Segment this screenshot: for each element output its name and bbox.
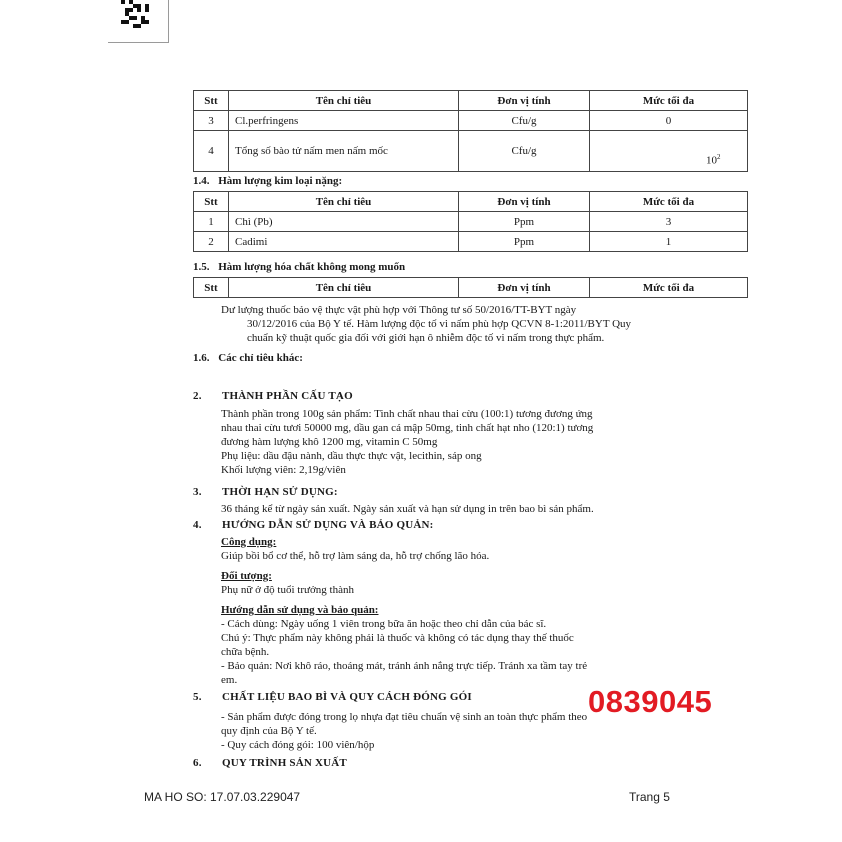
cell-max [590, 131, 748, 172]
cell-stt: 2 [194, 232, 229, 252]
table-header-row [194, 192, 748, 212]
paragraph-line: 30/12/2016 của Bộ Y tế. Hàm lượng độc tố vi nấm phù hợp QCVN 8-1:2011/BYT Quy [247, 318, 632, 330]
table-row [194, 111, 748, 131]
section-number: 4. [193, 519, 202, 531]
paragraph-line: - Quy cách đóng gói: 100 viên/hộp [221, 739, 375, 751]
header-max: Mức tối đa [590, 278, 748, 298]
header-name: Tên chỉ tiêu [229, 91, 459, 111]
section-4-body [221, 535, 587, 687]
header-unit: Đơn vị tính [459, 91, 590, 111]
section-title: Các chỉ tiêu khác: [218, 352, 303, 364]
cell-name: Cadimi [229, 232, 459, 252]
section-number: 6. [193, 757, 202, 769]
section-2-body [221, 407, 593, 477]
section-title: THÀNH PHẦN CẤU TẠO [222, 390, 353, 402]
paragraph-line: Thành phần trong 100g sản phẩm: Tinh chất nhau thai cừu (100:1) tương đương ứng [221, 408, 593, 420]
cell-stt: 4 [194, 131, 229, 172]
table-row [194, 232, 748, 252]
section-number: 2. [193, 390, 202, 402]
subheading-cong-dung: Công dụng: [221, 536, 277, 548]
id-stamp: 0839045 [588, 684, 713, 719]
header-max: Mức tối đa [590, 91, 748, 111]
section-title: HƯỚNG DẪN SỬ DỤNG VÀ BẢO QUẢN: [222, 519, 434, 531]
section-title: Hàm lượng hóa chất không mong muốn [218, 261, 406, 273]
section-2-heading [193, 390, 353, 402]
header-max: Mức tối đa [590, 192, 748, 212]
paragraph-line: đương hàm lượng khô 1200 mg, vitamin C 50mg [221, 436, 438, 448]
section-1-4 [193, 175, 342, 187]
header-unit: Đơn vị tính [459, 278, 590, 298]
paragraph-line: Phụ liệu: dầu đậu nành, dầu thực thực vật, lecithin, sáp ong [221, 450, 482, 462]
paragraph-line: quy định của Bộ Y tế. [221, 725, 317, 737]
paragraph-line: Giúp bồi bổ cơ thể, hỗ trợ làm sáng da, hỗ trợ chống lão hóa. [221, 550, 490, 562]
section-number: 1.4. [193, 175, 210, 187]
section-number: 1.6. [193, 352, 210, 364]
table-chemicals [193, 277, 748, 298]
section-3-heading [193, 486, 338, 498]
section-5-heading [193, 691, 472, 703]
footer-record-code: MA HO SO: 17.07.03.229047 [144, 790, 301, 804]
section-title: Hàm lượng kim loại nặng: [218, 175, 343, 187]
section-title: CHẤT LIỆU BAO BÌ VÀ QUY CÁCH ĐÓNG GÓI [222, 691, 472, 703]
paragraph-line: Dư lượng thuốc bảo vệ thực vật phù hợp với Thông tư số 50/2016/TT-BYT ngày [221, 304, 577, 316]
cell-max: 0 [590, 111, 748, 131]
section-1-5-body [221, 303, 631, 345]
section-4-heading [193, 519, 434, 531]
header-name: Tên chỉ tiêu [229, 278, 459, 298]
section-1-5 [193, 261, 405, 273]
cell-unit: Cfu/g [459, 131, 590, 172]
cell-max-exponent: 2 [717, 153, 721, 162]
cell-name: Chì (Pb) [229, 212, 459, 232]
section-number: 1.5. [193, 261, 210, 273]
table-heavy-metals [193, 191, 748, 252]
table-row [194, 212, 748, 232]
table-row [194, 131, 748, 172]
header-unit: Đơn vị tính [459, 192, 590, 212]
section-number: 3. [193, 486, 202, 498]
footer-page-number: Trang 5 [629, 790, 670, 804]
table-header-row [194, 278, 748, 298]
cell-max-base: 10 [706, 155, 717, 167]
paragraph-line: - Sản phẩm được đóng trong lọ nhựa đạt tiêu chuẩn vệ sinh an toàn thực phẩm theo [221, 711, 588, 723]
paragraph-line: Chú ý: Thực phẩm này không phải là thuốc và không có tác dụng thay thế thuốc [221, 632, 574, 644]
cell-unit: Cfu/g [459, 111, 590, 131]
cell-name: Tổng số bào tử nấm men nấm mốc [229, 131, 459, 172]
subheading-doi-tuong: Đối tượng: [221, 570, 272, 582]
section-3-body: 36 tháng kể từ ngày sản xuất. Ngày sản xuất và hạn sử dụng in trên bao bì sản phẩm. [221, 503, 594, 515]
section-title: THỜI HẠN SỬ DỤNG: [222, 486, 338, 498]
qr-code-icon [121, 0, 149, 28]
section-number: 5. [193, 691, 202, 703]
cell-unit: Ppm [459, 212, 590, 232]
cell-stt: 1 [194, 212, 229, 232]
section-1-6 [193, 352, 303, 364]
subheading-huong-dan: Hướng dẫn sử dụng và bảo quản: [221, 604, 379, 616]
header-stt: Stt [194, 91, 229, 111]
cell-stt: 3 [194, 111, 229, 131]
paragraph-line: - Cách dùng: Ngày uống 1 viên trong bữa ăn hoặc theo chỉ dẫn của bác sĩ. [221, 618, 547, 630]
cell-max: 3 [590, 212, 748, 232]
section-6-heading [193, 757, 347, 769]
paragraph-line: em. [221, 674, 238, 686]
header-stt: Stt [194, 192, 229, 212]
paragraph-line: chuẩn kỹ thuật quốc gia đối với giới hạn ô nhiễm độc tố vi nấm trong thực phẩm. [247, 332, 605, 344]
section-5-body [221, 710, 587, 752]
paragraph-line: nhau thai cừu tươi 50000 mg, dầu gan cá mập 50mg, tinh chất hạt nho (120:1) tương [221, 422, 594, 434]
paragraph-line: Khối lượng viên: 2,19g/viên [221, 464, 346, 476]
header-stt: Stt [194, 278, 229, 298]
header-name: Tên chỉ tiêu [229, 192, 459, 212]
cell-name: Cl.perfringens [229, 111, 459, 131]
section-title: QUY TRÌNH SẢN XUẤT [222, 757, 347, 769]
paragraph-line: - Bảo quản: Nơi khô ráo, thoáng mát, tránh ánh nắng trực tiếp. Tránh xa tầm tay trẻ [221, 660, 588, 672]
paragraph-line: Phụ nữ ở độ tuổi trưởng thành [221, 584, 354, 596]
paragraph-line: chữa bệnh. [221, 646, 270, 658]
cell-unit: Ppm [459, 232, 590, 252]
table-microbiology [193, 90, 748, 172]
cell-max: 1 [590, 232, 748, 252]
table-header-row [194, 91, 748, 111]
